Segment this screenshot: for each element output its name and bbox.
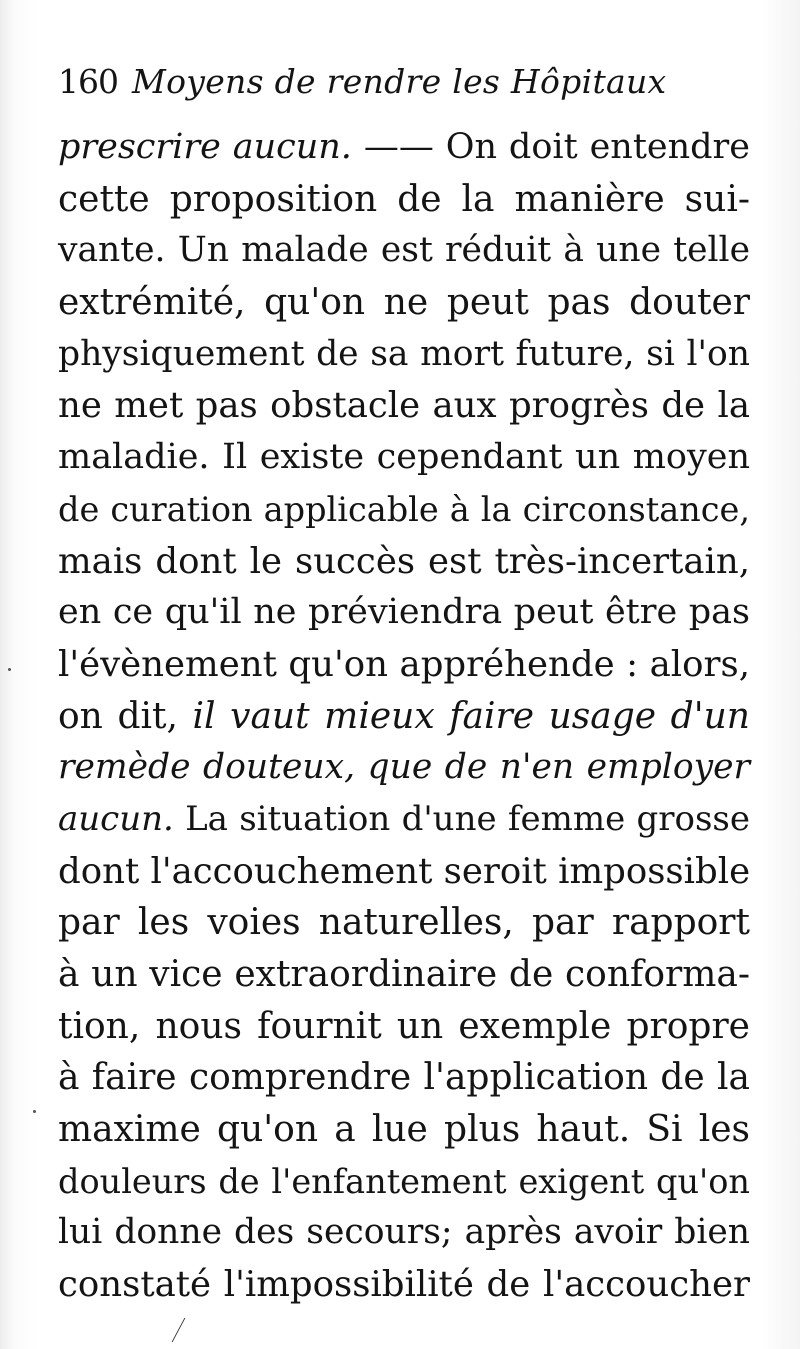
text-line: par les voies naturelles, par rapport <box>58 902 750 944</box>
text-line <box>58 122 750 174</box>
text-line: maxime qu'on a lue plus haut. Si les <box>58 1109 750 1151</box>
text-line <box>58 691 750 743</box>
text-line: vante. Un malade est réduit à une telle <box>58 230 750 271</box>
italic-phrase: il vaut mieux faire usage d'un <box>192 695 750 737</box>
text-line: ne met pas obstacle aux progrès de la <box>58 385 750 427</box>
text-line: à faire comprendre l'application de la <box>58 1057 750 1099</box>
ink-mark <box>172 1318 200 1342</box>
italic-phrase: prescrire aucun. <box>58 127 352 167</box>
paper-speck <box>8 668 11 671</box>
running-title: Moyens de rendre les Hôpitaux <box>132 62 667 101</box>
page-header <box>58 62 748 112</box>
italic-phrase: aucun. <box>58 798 174 839</box>
text-line: extrémité, qu'on ne peut pas douter <box>58 282 750 324</box>
body-text <box>58 122 750 1311</box>
text-line: remède douteux, que de n'en employer <box>58 747 750 788</box>
text-line: à un vice extraordinaire de conforma- <box>58 954 750 995</box>
text-line: cette proposition de la manière sui- <box>58 178 750 220</box>
paper-speck <box>33 1110 36 1113</box>
text-span: on dit, <box>58 695 193 737</box>
page-number: 160 <box>58 62 118 101</box>
text-line: mais dont le succès est très-incertain, <box>58 540 750 582</box>
text-line: maladie. Il existe cependant un moyen <box>58 437 750 478</box>
text-line <box>58 794 750 846</box>
text-line: dont l'accouchement seroit impossible <box>58 850 751 892</box>
text-span: La situation d'une femme grosse <box>173 798 750 839</box>
text-line: douleurs de l'enfantement exigent qu'on <box>58 1161 750 1201</box>
text-line: lui donne des secours; après avoir bien <box>58 1212 750 1253</box>
text-line: physiquement de sa mort future, si l'on <box>58 333 750 374</box>
text-line: en ce qu'il ne préviendra peut être pas <box>58 592 750 633</box>
text-line: l'évènement qu'on appréhende : alors, <box>58 643 750 685</box>
text-line: constaté l'impossibilité de l'accoucher <box>58 1264 750 1306</box>
text-span: —— On doit entendre <box>351 127 750 167</box>
text-line: de curation applicable à la circonstance, <box>58 489 750 529</box>
text-line: tion, nous fournit un exemple propre <box>58 1005 750 1047</box>
